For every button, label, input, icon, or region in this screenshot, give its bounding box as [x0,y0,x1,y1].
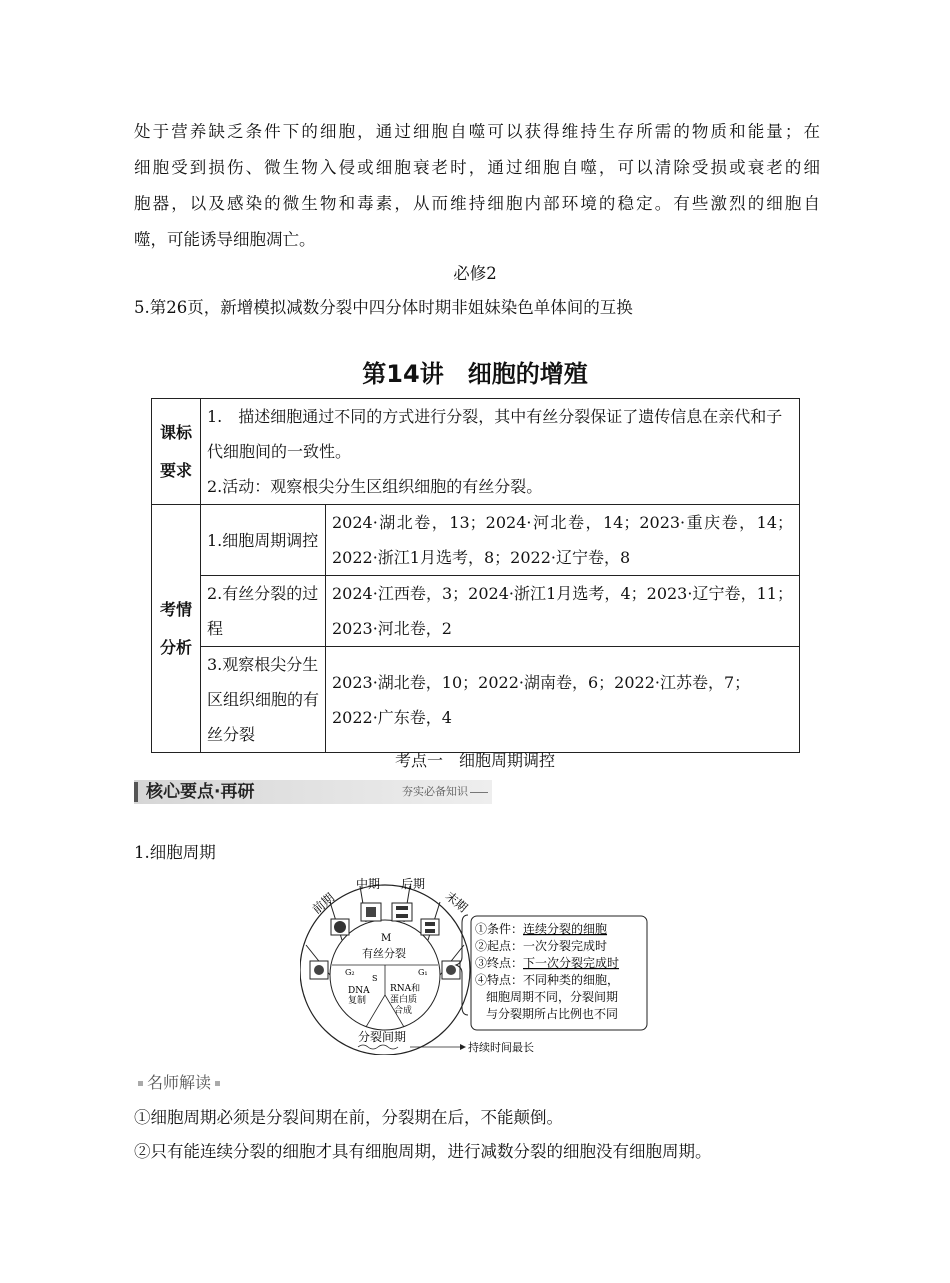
prophase-cell-icon [331,919,349,935]
dna-label: DNA [348,986,370,996]
note-4: ④特点：不同种类的细胞， [475,973,620,987]
point-1: ①细胞周期必须是分裂间期在前，分裂期在后，不能颠倒。 [134,1108,563,1127]
section-banner [134,780,492,804]
kaodian-title: 考点一 细胞周期调控 [394,751,555,770]
arrow-head [460,1044,466,1050]
note-3: ③终点：下一次分裂完成时 [475,956,620,970]
kebiao-line-1: 1. 描述细胞通过不同的方式进行分裂，其中有丝分裂保证了遗传信息在亲代和子代细胞间的一致性。 [207,407,783,461]
exam-cell: 2024·江西卷，3；2024·浙江1月选考，4；2023·辽宁卷，11；2023·河北卷，2 [326,576,800,647]
item-1: 1.细胞周期 [134,843,216,862]
phase-label-telophase: 末期 [442,888,471,916]
center-label: 有丝分裂 [362,947,406,960]
intro-line-2: 细胞受到损伤、微生物入侵或细胞衰老时，通过细胞自噬，可以清除受损或衰老的细 [134,158,820,177]
mingshi-tag [134,1070,224,1096]
curriculum-table [151,398,800,753]
anaphase-cell-icon [392,903,412,921]
exam-cell: 2024·湖北卷，13；2024·河北卷，14；2023·重庆卷，14；2022·浙江1月选考，8；2022·辽宁卷，8 [326,505,800,576]
cell-cycle-diagram [300,875,660,1055]
topic-cell: 3.观察根尖分生区组织细胞的有丝分裂 [201,647,326,753]
rna-label: RNA和 [390,984,421,994]
interphase-cell-icon-left [310,961,328,979]
intro-line-1: 处于营养缺乏条件下的细胞，通过细胞自噬可以获得维持生存所需的物质和能量；在 [134,122,820,141]
intro-line-4: 噬，可能诱导细胞凋亡。 [134,230,316,249]
page-title: 第14讲 细胞的增殖 [362,360,588,388]
banner-bar [134,782,138,802]
section-heading: 必修2 [453,264,497,283]
hecheng-label: 合成 [394,1006,413,1016]
longest-label: 持续时间最长 [468,1041,534,1054]
exam-cell: 2023·湖北卷，10；2022·湖南卷，6；2022·江苏卷，7；2022·广东卷，4 [326,647,800,753]
fuzhi-label: 复制 [348,996,367,1006]
point-2: ②只有能连续分裂的细胞才具有细胞周期，进行减数分裂的细胞没有细胞周期。 [134,1142,712,1161]
interphase-cell-icon-right [442,961,460,979]
phase-label-metaphase: 中期 [356,877,381,891]
table-row [152,647,800,753]
center-m: M [381,933,392,944]
banner-title: 核心要点·再研 [146,782,255,802]
table-row [152,505,800,576]
telophase-cell-icon [421,919,439,935]
phase-label-anaphase: 后期 [401,877,426,891]
metaphase-cell-icon [361,903,381,921]
note-6: 与分裂期所占比例也不同 [486,1007,619,1021]
mingshi-label: 名师解读 [147,1073,212,1092]
g2-label: G₂ [345,968,355,977]
note-2: ②起点：一次分裂完成时 [475,939,608,953]
g1-label: G₁ [418,968,428,977]
interphase-label: 分裂间期 [358,1030,407,1044]
item-5: 5.第26页，新增模拟减数分裂中四分体时期非姐妹染色单体间的互换 [134,298,633,317]
kebiao-line-2: 2.活动：观察根尖分生区组织细胞的有丝分裂。 [207,477,543,496]
danbaizhi-label: 蛋白质 [390,995,418,1005]
tag-dot-icon [138,1081,143,1086]
s-label: S [372,974,378,983]
phase-label-prophase: 前期 [309,890,338,917]
topic-cell: 2.有丝分裂的过程 [201,576,326,647]
table-row [152,399,800,505]
kaoqing-head: 考情分析 [152,505,201,753]
intro-line-3: 胞器，以及感染的微生物和毒素，从而维持细胞内部环境的稳定。有些激烈的细胞自 [134,194,820,213]
tag-dot-icon [215,1081,220,1086]
note-1: ①条件：连续分裂的细胞 [475,922,608,936]
table-row [152,576,800,647]
topic-cell: 1.细胞周期调控 [201,505,326,576]
note-5: 细胞周期不同，分裂间期 [486,990,619,1004]
banner-subtitle: 夯实必备知识 [402,785,468,798]
banner-line [470,792,488,793]
kebiao-head: 课标要求 [152,399,201,505]
